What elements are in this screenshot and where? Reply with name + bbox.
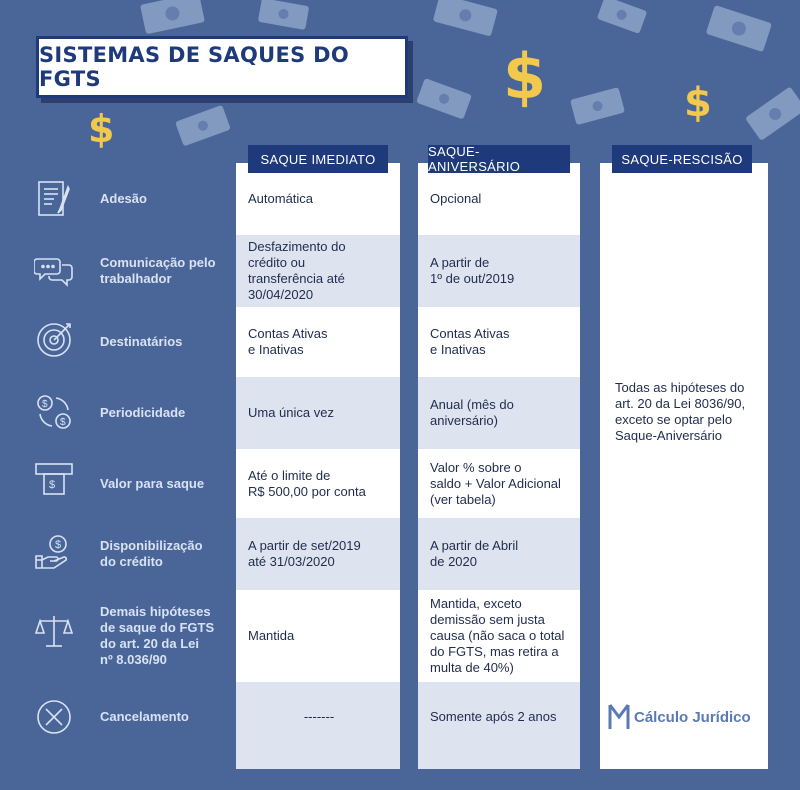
column-saque-imediato	[236, 163, 400, 769]
scales-icon	[34, 612, 74, 652]
row-label-destinatarios: Destinatários	[100, 334, 183, 349]
cell-demais-hipoteses-aniversario: Mantida, exceto demissão sem justa causa (não saca o total do FGTS, mas retira a multa de 40%)	[430, 596, 565, 675]
target-icon	[34, 320, 74, 360]
banknote-icon	[597, 0, 647, 34]
speech-bubbles-icon	[34, 251, 74, 291]
svg-text:$: $	[42, 399, 48, 410]
dollar-icon: $	[684, 80, 712, 126]
atm-cash-icon	[34, 460, 74, 500]
banknote-icon	[416, 78, 472, 120]
brand-logo: Cálculo Jurídico	[608, 703, 751, 731]
cell-valor-imediato: Até o limite de R$ 500,00 por conta	[248, 467, 366, 499]
cell-disponibilizacao-imediato: A partir de set/2019 até 31/03/2020	[248, 538, 361, 569]
cell-destinatarios-aniversario: Contas Ativas e Inativas	[430, 326, 510, 357]
row-label-adesao: Adesão	[100, 191, 147, 206]
dollar-icon: $	[503, 40, 547, 113]
page-title: SISTEMAS DE SAQUES DO FGTS	[36, 36, 408, 98]
row-label-disponibilizacao: Disponibilização do crédito	[100, 538, 203, 569]
hand-coin-icon	[34, 532, 74, 572]
cell-adesao-imediato: Automática	[248, 191, 314, 206]
row-label-periodicidade: Periodicidade	[100, 405, 186, 420]
row-label-cancelamento: Cancelamento	[100, 709, 189, 724]
cell-valor-aniversario: Valor % sobre o saldo + Valor Adicional (ver tabela)	[430, 459, 561, 507]
column-saque-aniversario	[418, 163, 580, 769]
svg-text:$: $	[55, 539, 62, 551]
banknote-icon	[433, 0, 498, 37]
banknote-icon	[175, 105, 231, 147]
recurring-money-icon	[34, 392, 74, 432]
cell-cancelamento-imediato: -------	[303, 709, 335, 724]
column-header-saque-aniversario: SAQUE-ANIVERSÁRIO	[428, 145, 570, 173]
banknote-icon	[258, 0, 309, 30]
cell-disponibilizacao-aniversario: A partir de Abril de 2020	[430, 538, 519, 569]
dollar-icon: $	[88, 107, 115, 151]
cell-comunicacao-aniversario: A partir de 1º de out/2019	[430, 255, 515, 286]
cell-cancelamento-aniversario: Somente após 2 anos	[430, 709, 557, 724]
column-header-saque-imediato: SAQUE IMEDIATO	[248, 145, 388, 173]
cell-periodicidade-imediato: Uma única vez	[248, 405, 334, 420]
svg-text:$: $	[49, 479, 56, 491]
cell-demais-hipoteses-imediato: Mantida	[248, 628, 295, 643]
column-saque-rescisao	[600, 163, 768, 769]
cell-periodicidade-aniversario: Anual (mês do aniversário)	[430, 397, 514, 428]
cell-comunicacao-imediato: Desfazimento do crédito ou transferência até 30/04/2020	[248, 239, 346, 302]
banknote-icon	[570, 87, 625, 125]
cell-destinatarios-imediato: Contas Ativas e Inativas	[248, 326, 328, 357]
document-pen-icon	[34, 179, 74, 219]
banknote-icon	[745, 86, 800, 140]
row-label-valor: Valor para saque	[100, 475, 205, 491]
svg-text:$: $	[60, 417, 66, 428]
cancel-circle-icon	[34, 697, 74, 737]
rescisao-description: Todas as hipóteses do art. 20 da Lei 8036/90, exceto se optar pelo Saque-Aniversário	[615, 380, 746, 443]
column-header-saque-rescisao: SAQUE-RESCISÃO	[612, 145, 752, 173]
banknote-icon	[706, 5, 772, 52]
row-label-comunicacao: Comunicação pelo trabalhador	[100, 255, 216, 286]
row-label-demais-hipoteses: Demais hipóteses de saque do FGTS do art. 20 da Lei nº 8.036/90	[100, 604, 215, 667]
cell-adesao-aniversario: Opcional	[430, 191, 482, 206]
banknote-icon	[140, 0, 205, 34]
calculo-juridico-logo-icon	[608, 703, 630, 731]
